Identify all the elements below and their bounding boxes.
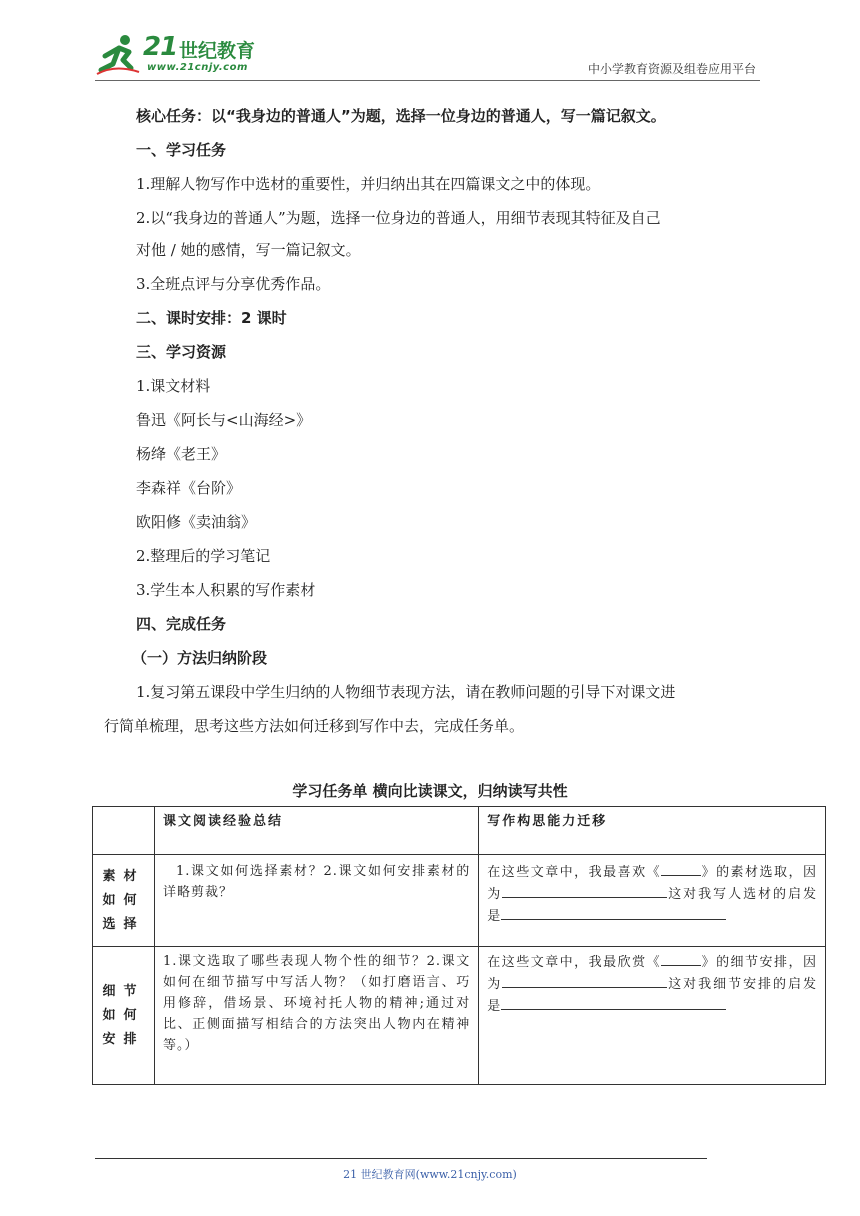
logo-text: 世纪教育 (179, 40, 256, 62)
page-header (95, 30, 760, 81)
book-title: 欧阳修《卖油翁》 (136, 513, 257, 531)
runner-icon (95, 34, 141, 76)
logo-number: 21 (143, 32, 178, 62)
prompt-text: 在这些文章中，我最喜欢《 (487, 865, 662, 880)
paragraph: 1.课文材料 (136, 377, 211, 395)
prompt-text: 》的细节安排，因为 (487, 955, 817, 992)
table-cell (479, 947, 826, 1085)
title-blank[interactable] (661, 951, 701, 966)
section-title: 三、学习资源 (136, 343, 227, 361)
row-header: 细节如何安排 (93, 947, 155, 1085)
prompt-text: 这对我细节安排的启发是 (487, 977, 817, 1014)
book-title: 杨绛《老王》 (136, 445, 227, 463)
table-row (93, 855, 826, 947)
footer-link[interactable]: 21 世纪教育网(www.21cnjy.com) (343, 1168, 517, 1181)
section-title: 二、课时安排：2 课时 (136, 309, 287, 327)
paragraph: 2.整理后的学习笔记 (136, 547, 271, 565)
book-title: 鲁迅《阿长与<山海经>》 (136, 411, 312, 429)
inspiration-blank[interactable] (501, 995, 726, 1010)
logo-url: www.21cnjy.com (147, 62, 248, 73)
inspiration-blank[interactable] (501, 905, 726, 920)
table-header-row (93, 807, 826, 855)
paragraph: 行简单梳理，思考这些方法如何迁移到写作中去，完成任务单。 (104, 717, 525, 735)
prompt-text: 在这些文章中，我最欣赏《 (487, 955, 662, 970)
section-title: 四、完成任务 (136, 615, 227, 633)
footer-divider (95, 1158, 707, 1159)
site-logo[interactable] (95, 34, 265, 78)
reason-blank[interactable] (502, 883, 667, 898)
platform-name: 中小学教育资源及组卷应用平台 (587, 62, 756, 76)
paragraph: 1.复习第五课段中学生归纳的人物细节表现方法，请在教师问题的引导下对课文进 (136, 683, 676, 701)
row-header: 素材如何选择 (93, 855, 155, 947)
task-table (92, 806, 826, 1085)
paragraph: 对他 / 她的感情，写一篇记叙文。 (136, 241, 361, 259)
core-task: 核心任务：以“我身边的普通人”为题，选择一位身边的普通人，写一篇记叙文。 (136, 107, 666, 125)
subsection-title: （一）方法归纳阶段 (132, 649, 268, 667)
title-blank[interactable] (661, 861, 701, 876)
paragraph: 1.理解人物写作中选材的重要性，并归纳出其在四篇课文之中的体现。 (136, 175, 601, 193)
table-title: 学习任务单 横向比读课文，归纳读写共性 (292, 782, 568, 800)
column-header: 写作构思能力迁移 (479, 807, 826, 855)
section-title: 一、学习任务 (136, 141, 227, 159)
paragraph: 3.全班点评与分享优秀作品。 (136, 275, 331, 293)
book-title: 李森祥《台阶》 (136, 479, 242, 497)
paragraph: 3.学生本人积累的写作素材 (136, 581, 316, 599)
table-cell: 1.课文选取了哪些表现人物个性的细节？2.课文如何在细节描写中写活人物？（如打磨语言、巧用修辞，借场景、环境衬托人物的精神;通过对比、正侧面描写相结合的方法突出人物内在精神等。） (154, 947, 478, 1085)
prompt-text: 》的素材选取，因为 (487, 865, 817, 902)
table-row (93, 947, 826, 1085)
reason-blank[interactable] (502, 973, 667, 988)
column-header: 课文阅读经验总结 (154, 807, 478, 855)
table-cell (479, 855, 826, 947)
prompt-text: 这对我写人选材的启发是 (487, 887, 817, 924)
empty-cell (93, 807, 155, 855)
paragraph: 2.以“我身边的普通人”为题，选择一位身边的普通人，用细节表现其特征及自己 (136, 209, 661, 227)
table-cell: 1.课文如何选择素材？2.课文如何安排素材的详略剪裁？ (154, 855, 478, 947)
